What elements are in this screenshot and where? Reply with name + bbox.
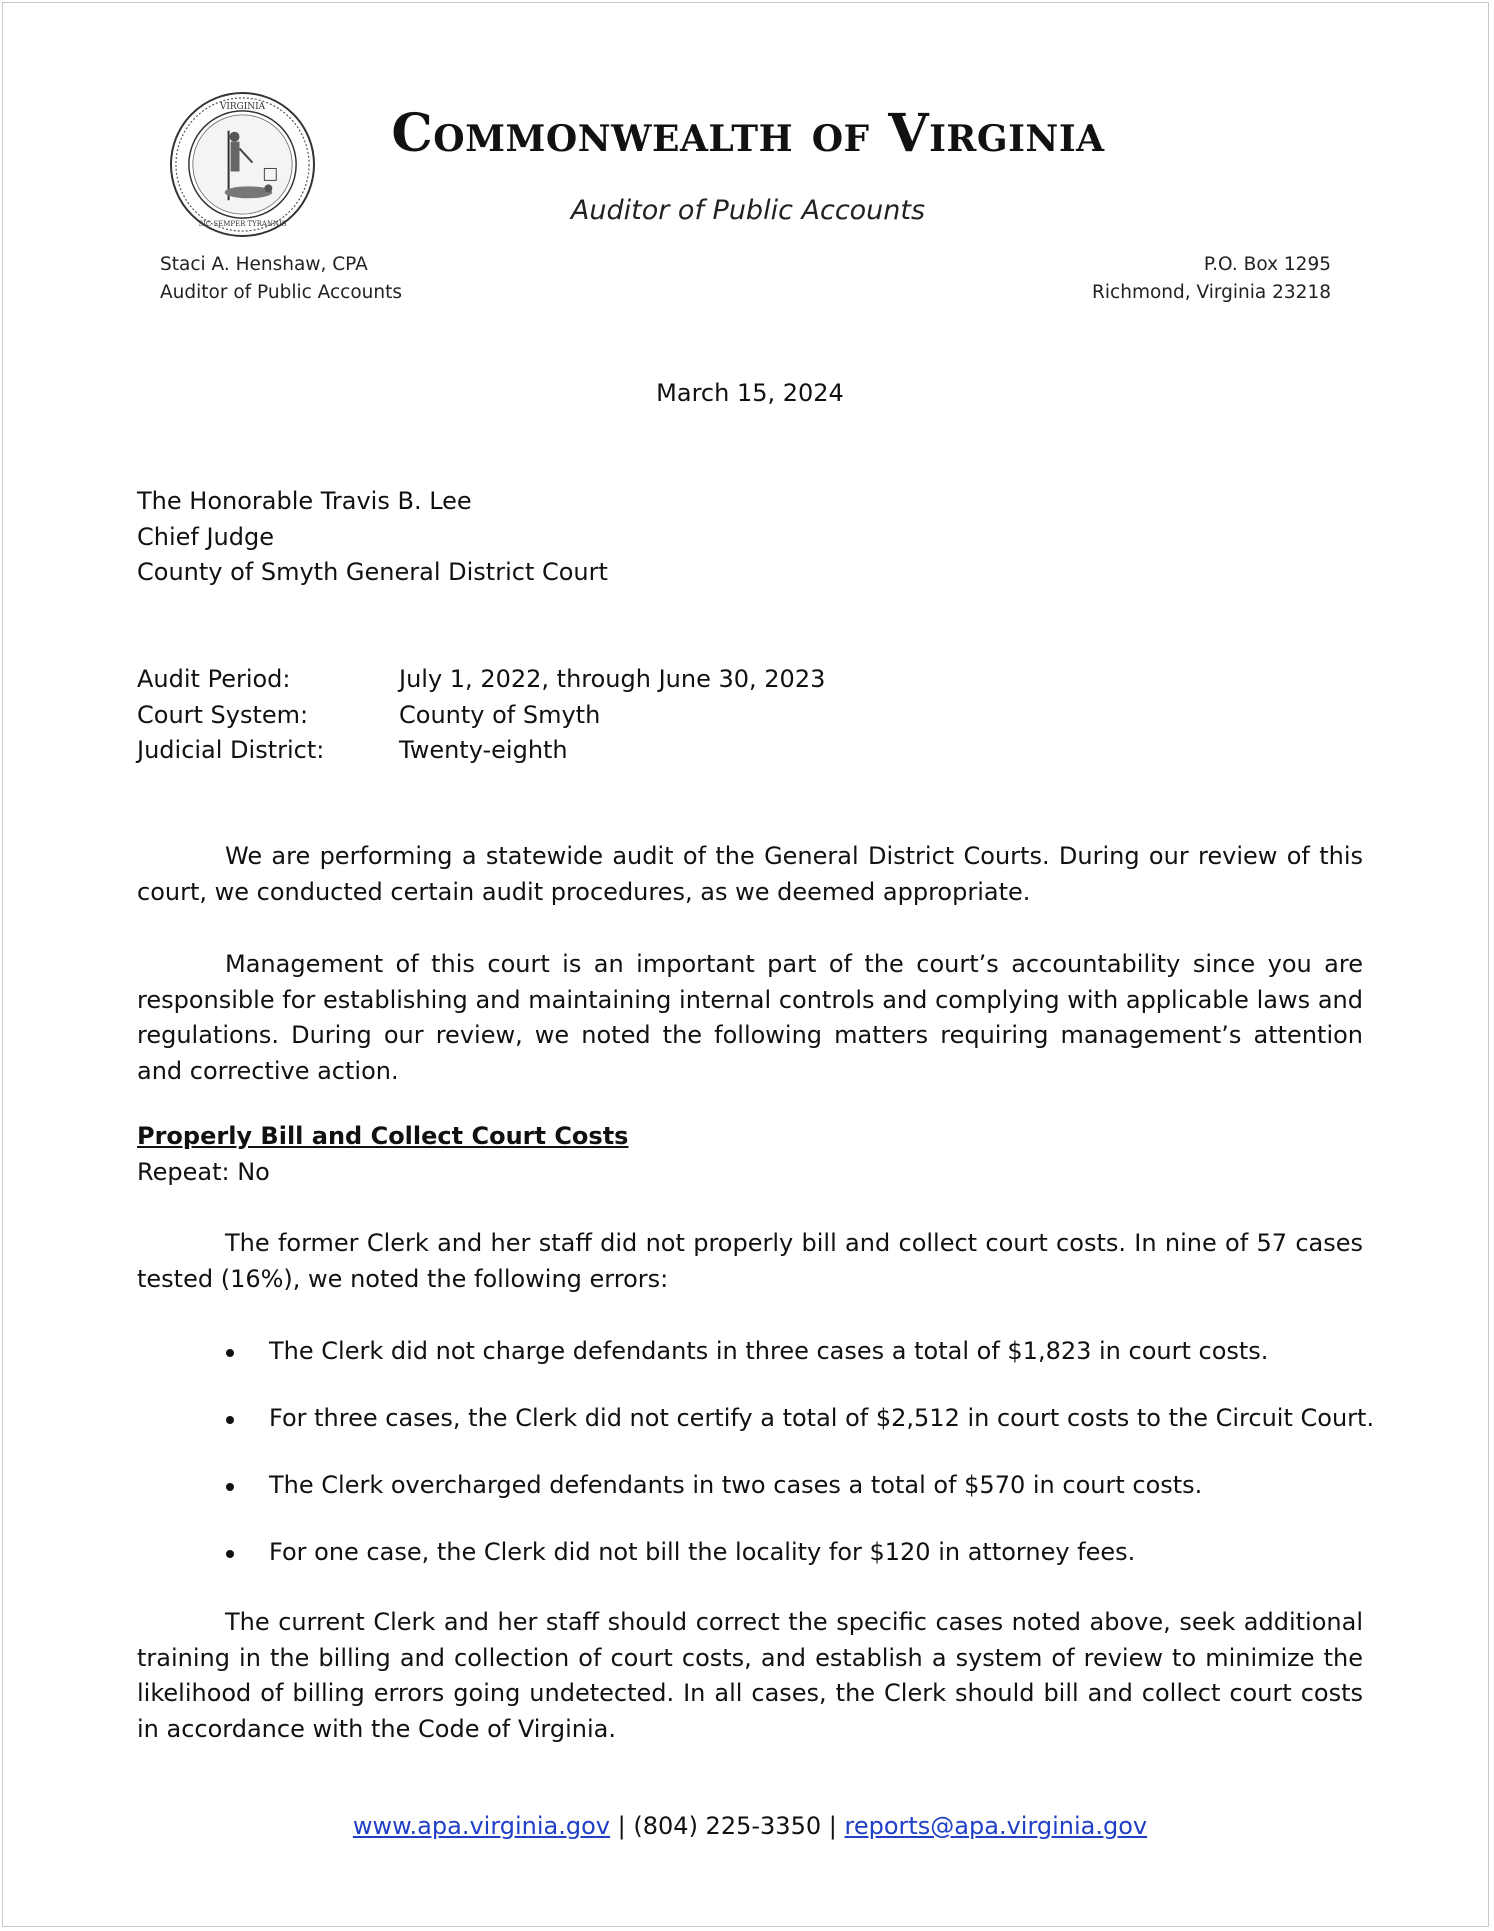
- letter-date: March 15, 2024: [656, 379, 844, 407]
- recipient-name: The Honorable Travis B. Lee: [137, 487, 472, 515]
- intro-paragraph: We are performing a statewide audit of the General District Courts. During our review of this court, we conducted certain audit procedures, as we deemed appropriate.: [137, 842, 1363, 906]
- finding-heading: Properly Bill and Collect Court Costs: [137, 1122, 629, 1150]
- audit-label: Audit Period:: [137, 665, 291, 693]
- recipient-court: County of Smyth General District Court: [137, 558, 608, 586]
- finding-intro-paragraph: The former Clerk and her staff did not properly bill and collect court costs. In nine of 57 cases tested (16%), we noted the following errors:: [137, 1229, 1363, 1293]
- city-state-zip: Richmond, Virginia 23218: [1092, 282, 1331, 303]
- bullet-icon: [226, 1416, 234, 1424]
- audit-label: Court System:: [137, 700, 309, 729]
- audit-row-judicial-district: [137, 733, 825, 769]
- audit-value: Twenty-eighth: [399, 736, 568, 764]
- footer-separator: |: [617, 1812, 626, 1840]
- recommendation-paragraph: The current Clerk and her staff should correct the specific cases noted above, seek additional training in the billing and collection of court costs, and establish a system of review to minimize the likelihood of billing errors going undetected. In all cases, the Clerk should bill and collect court costs in accordance with the Code of Virginia.: [137, 1608, 1363, 1743]
- list-item: [137, 1468, 1437, 1535]
- letterhead-subtitle: Auditor of Public Accounts: [570, 195, 926, 226]
- audit-info-block: [137, 662, 825, 769]
- management-paragraph: Management of this court is an important part of the court’s accountability since you are responsible for establishing and maintaining internal controls and complying with applicable laws and regulations. During our review, we noted the following matters requiring management’s attention and corrective action.: [137, 950, 1363, 1085]
- audit-label: Judicial District:: [137, 736, 325, 764]
- auditor-name: Staci A. Henshaw, CPA: [160, 254, 368, 275]
- audit-value: County of Smyth: [399, 700, 601, 729]
- svg-text:VIRGINIA: VIRGINIA: [219, 101, 266, 112]
- list-item: [137, 1334, 1437, 1401]
- svg-text:SIC SEMPER TYRANNIS: SIC SEMPER TYRANNIS: [198, 220, 287, 229]
- audit-value: July 1, 2022, through June 30, 2023: [399, 665, 826, 693]
- recipient-title: Chief Judge: [137, 522, 275, 551]
- footer: [3, 1809, 1494, 1844]
- list-item-text: The Clerk did not charge defendants in three cases a total of $1,823 in court costs.: [269, 1337, 1269, 1365]
- footer-separator: |: [828, 1812, 837, 1840]
- auditor-title: Auditor of Public Accounts: [160, 282, 402, 303]
- mailing-address: [1092, 251, 1331, 307]
- website-link[interactable]: www.apa.virginia.gov: [352, 1812, 611, 1840]
- bullet-icon: [226, 1550, 234, 1558]
- bullet-icon: [226, 1349, 234, 1357]
- list-item-text: For one case, the Clerk did not bill the locality for $120 in attorney fees.: [269, 1538, 1136, 1566]
- audit-row-period: [137, 662, 825, 698]
- letter-page: [2, 2, 1489, 1927]
- po-box: P.O. Box 1295: [1203, 254, 1331, 275]
- recipient-block: [137, 484, 608, 591]
- list-item-text: The Clerk overcharged defendants in two cases a total of $570 in court costs.: [269, 1471, 1203, 1499]
- virginia-seal-icon: [169, 91, 316, 238]
- list-item-text: For three cases, the Clerk did not certify a total of $2,512 in court costs to the Circuit Court.: [269, 1404, 1375, 1432]
- finding-header: [137, 1119, 628, 1190]
- error-list: [137, 1334, 1437, 1602]
- bullet-icon: [226, 1483, 234, 1491]
- audit-row-court-system: [137, 698, 825, 734]
- auditor-address: [160, 251, 402, 307]
- finding-repeat: Repeat: No: [137, 1157, 270, 1186]
- footer-phone: (804) 225-3350: [633, 1812, 822, 1840]
- list-item: [137, 1401, 1437, 1468]
- letterhead-title: Commonwealth of Virginia: [391, 103, 1105, 164]
- list-item: [137, 1535, 1437, 1602]
- email-link[interactable]: reports@apa.virginia.gov: [844, 1812, 1148, 1840]
